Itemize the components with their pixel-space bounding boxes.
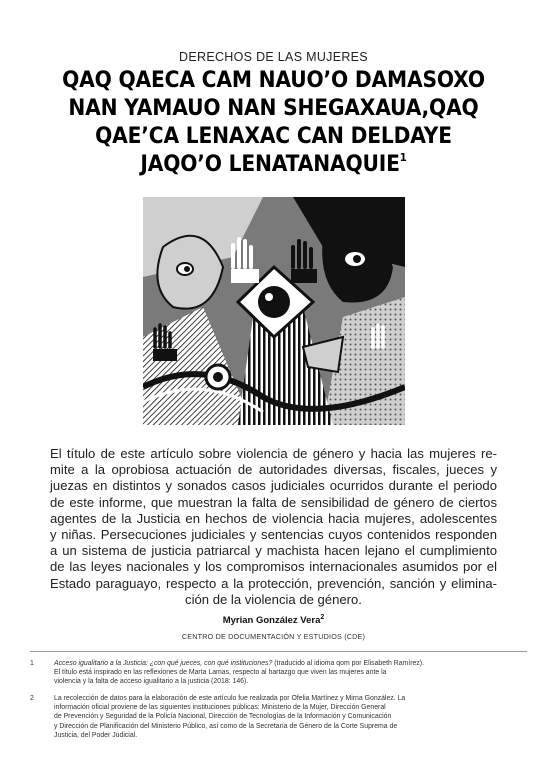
title-line-last: [49, 151, 497, 179]
footnote-line: de Prevención y Seguridad de la Policía Nacional, Dirección de Tecnologías de la Información y Comunicación: [54, 713, 392, 721]
footnote-divider: [30, 651, 527, 652]
footnote-line: Justicia, del Poder Judicial.: [54, 731, 138, 739]
abstract-line: de este informe, que muestran la falta de sensibilidad de género de ciertos: [50, 494, 497, 510]
abstract-line: de las leyes nacionales y los compromisos internacionales asumidos por el: [50, 559, 497, 575]
abstract-paragraph: [50, 446, 497, 608]
footnote-line: violencia y la falta de acceso igualitario a la justicia (2018: 146).: [54, 678, 249, 686]
abstract-line: Estado paraguayo, respecto a la protección, prevención, sanción y elimina-: [50, 575, 497, 591]
footnote-line-rest: (traducido al idioma qom por Elisabeth Ramírez).: [272, 660, 424, 667]
footnote-line: El título está inspirado en las reflexiones de Marta Lamas, respecto al hartazgo que viven las mujeres ante la: [54, 669, 387, 677]
abstract-line: mite a la oprobiosa actuación de autoridades diversas, fiscales, jueces y: [50, 462, 497, 478]
article-illustration: [143, 197, 405, 425]
footnote-text: [54, 659, 510, 687]
abstract-line: y niñas. Persecuciones judiciales y sentencias cuyos contenidos responden: [50, 527, 497, 543]
title-line: QAE’CA LENAXAC CAN DELDAYE: [95, 124, 452, 149]
footnote-line: [54, 659, 510, 668]
author-footnote-ref: 2: [320, 614, 325, 621]
footnote-number: 2: [30, 695, 34, 702]
footnote-line: y Dirección de Planificación del Ministerio Público, así como de la Secretaría de Género de la Corte Suprema de: [54, 722, 398, 730]
author-name-text: Myrian González Vera: [222, 615, 321, 627]
footnote-line: información oficial proviene de las siguientes instituciones públicas: Ministerio de la Mujer, Dirección General: [54, 704, 386, 712]
footnote-italic-title: Acceso igualitario a la Justicia: ¿con qué jueces, con qué instituciones?: [54, 660, 273, 667]
abstract-line: ción de la violencia de género.: [185, 591, 362, 607]
section-label: DERECHOS DE LAS MUJERES: [179, 50, 368, 64]
title-line-text: JAQO’O LENATANAQUIE: [140, 152, 400, 177]
title-line: QAQ QAECA CAM NAUO’O DAMASOXO: [62, 68, 485, 93]
abstract-line: juezas en distintos y sonados casos judiciales ocurridos durante el periodo: [50, 478, 497, 494]
footnote-2: [30, 694, 510, 740]
footnote-number: 1: [30, 660, 34, 667]
author-affiliation: CENTRO DE DOCUMENTACIÓN Y ESTUDIOS (CDE): [181, 632, 366, 641]
abstract-line: El título de este artículo sobre violencia de género y hacia las mujeres re-: [50, 446, 497, 461]
abstract-line: agentes de la Justicia en hechos de violencia hacia mujeres, adolescentes: [50, 510, 497, 526]
footnote-1: [30, 659, 510, 687]
author-name: [0, 614, 547, 626]
footnote-text: [54, 694, 510, 740]
footnote-line: La recolección de datos para la elaboración de este artículo fue realizada por Ofelia Martínez y Mirna González. La: [54, 695, 406, 702]
title-line: NAN YAMAUO NAN SHEGAXAUA,QAQ: [68, 96, 479, 121]
title-footnote-ref: 1: [399, 151, 407, 164]
article-title: [49, 67, 497, 179]
abstract-line: a un sistema de justicia patriarcal y machista hacen lejano el cumplimiento: [50, 543, 497, 559]
